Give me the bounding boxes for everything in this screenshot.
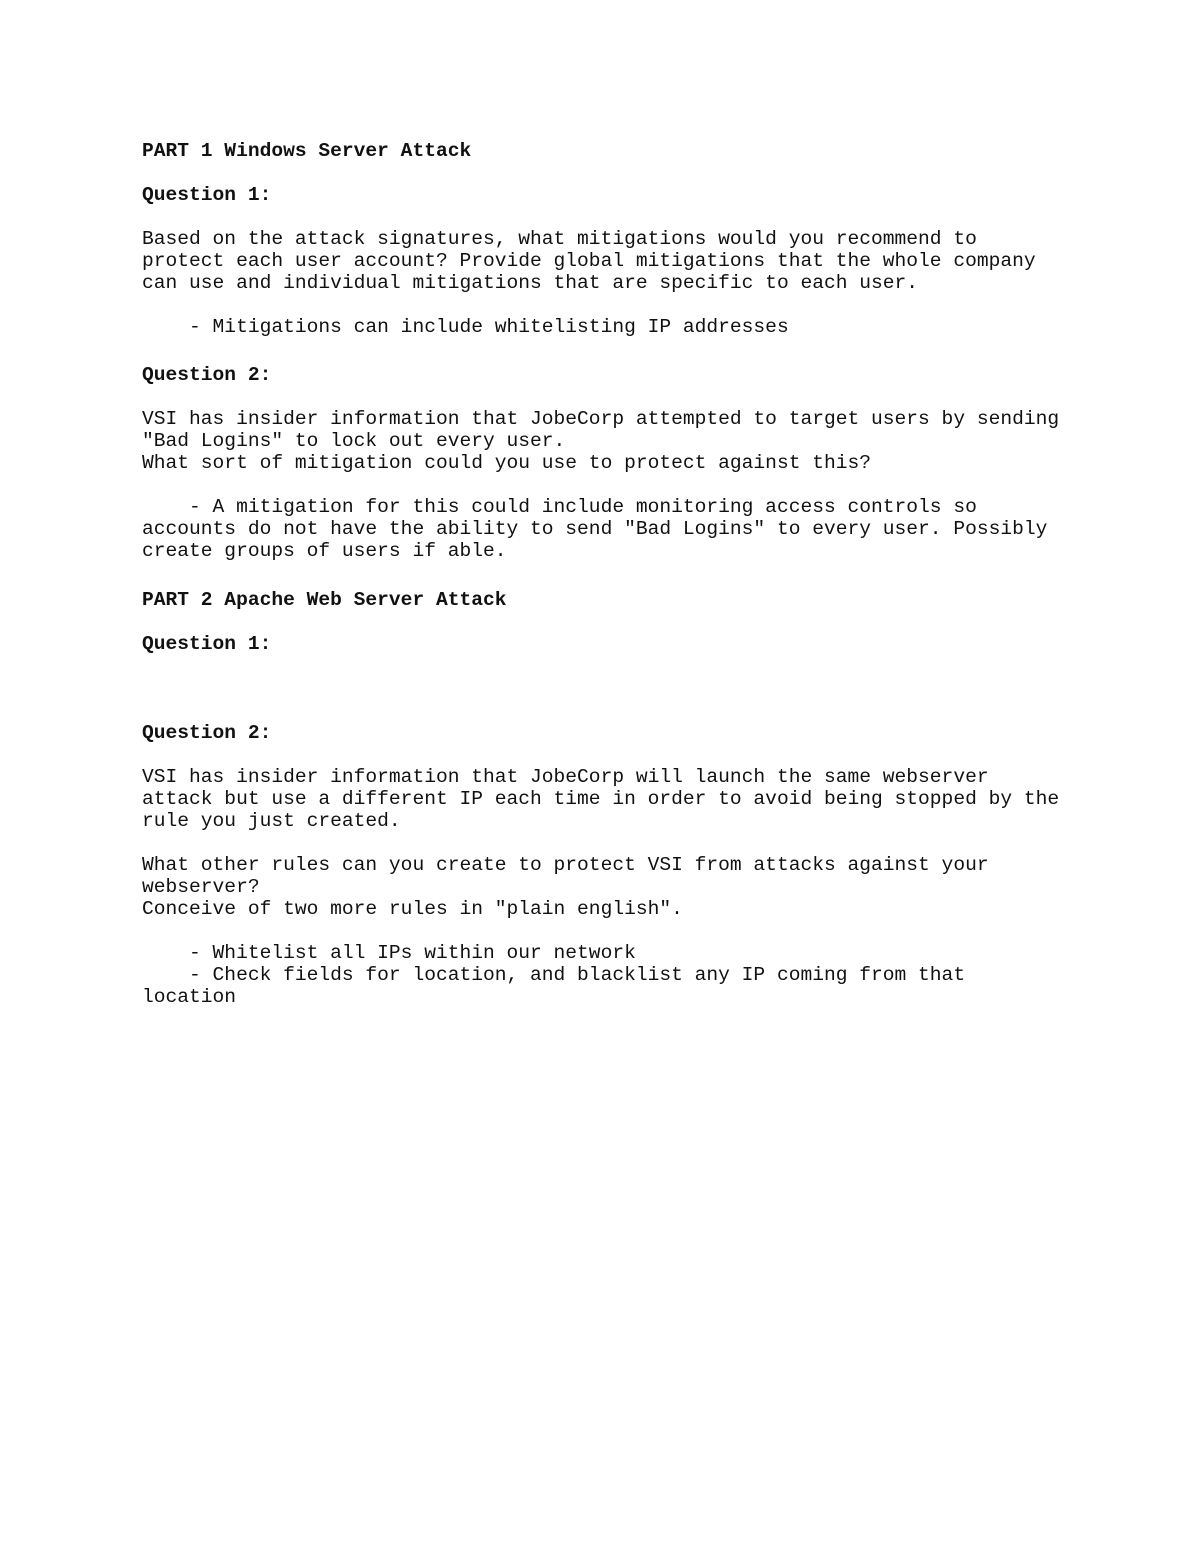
part1-q2-answer-line: - A mitigation for this could include monitoring access controls so — [142, 496, 977, 518]
part2-q2-heading: Question 2: — [142, 722, 272, 744]
part2-q1-heading: Question 1: — [142, 633, 272, 655]
part2-q2-answer-line: location — [142, 986, 237, 1008]
document-body — [142, 140, 1102, 1008]
part2-q2-answer-line: - Check fields for location, and blacklist any IP coming from that — [142, 964, 966, 986]
part2-title: PART 2 Apache Web Server Attack — [142, 589, 507, 611]
part1-q2-prompt-line: VSI has insider information that JobeCorp attempted to target users by sending — [142, 408, 1060, 430]
part2-q2-prompt2-line: Conceive of two more rules in "plain english". — [142, 898, 683, 920]
part1-q1-heading: Question 1: — [142, 184, 272, 206]
part1-q1-prompt-line: protect each user account? Provide global mitigations that the whole company — [142, 250, 1036, 272]
part1-q2-heading: Question 2: — [142, 364, 272, 386]
part1-q2-answer-line: accounts do not have the ability to send "Bad Logins" to every user. Possibly — [142, 518, 1048, 540]
part1-q2-prompt-line: "Bad Logins" to lock out every user. — [142, 430, 566, 452]
part1-title: PART 1 Windows Server Attack — [142, 140, 472, 162]
part2-q2-prompt2-line: webserver? — [142, 876, 260, 898]
part2-q2-prompt-line: rule you just created. — [142, 810, 401, 832]
part2-q2-answer-line: - Whitelist all IPs within our network — [142, 942, 636, 964]
part1-q1-answer-line: - Mitigations can include whitelisting IP addresses — [142, 316, 789, 338]
part1-q2-answer-line: create groups of users if able. — [142, 540, 507, 562]
part2-q2-prompt2-line: What other rules can you create to protect VSI from attacks against your — [142, 854, 989, 876]
part2-q2-prompt-line: attack but use a different IP each time in order to avoid being stopped by the — [142, 788, 1060, 810]
part2-q2-prompt-line: VSI has insider information that JobeCorp will launch the same webserver — [142, 766, 989, 788]
part1-q2-prompt-line: What sort of mitigation could you use to protect against this? — [142, 452, 872, 474]
part1-q1-prompt-line: can use and individual mitigations that are specific to each user. — [142, 272, 919, 294]
part1-q1-prompt-line: Based on the attack signatures, what mitigations would you recommend to — [142, 228, 977, 250]
